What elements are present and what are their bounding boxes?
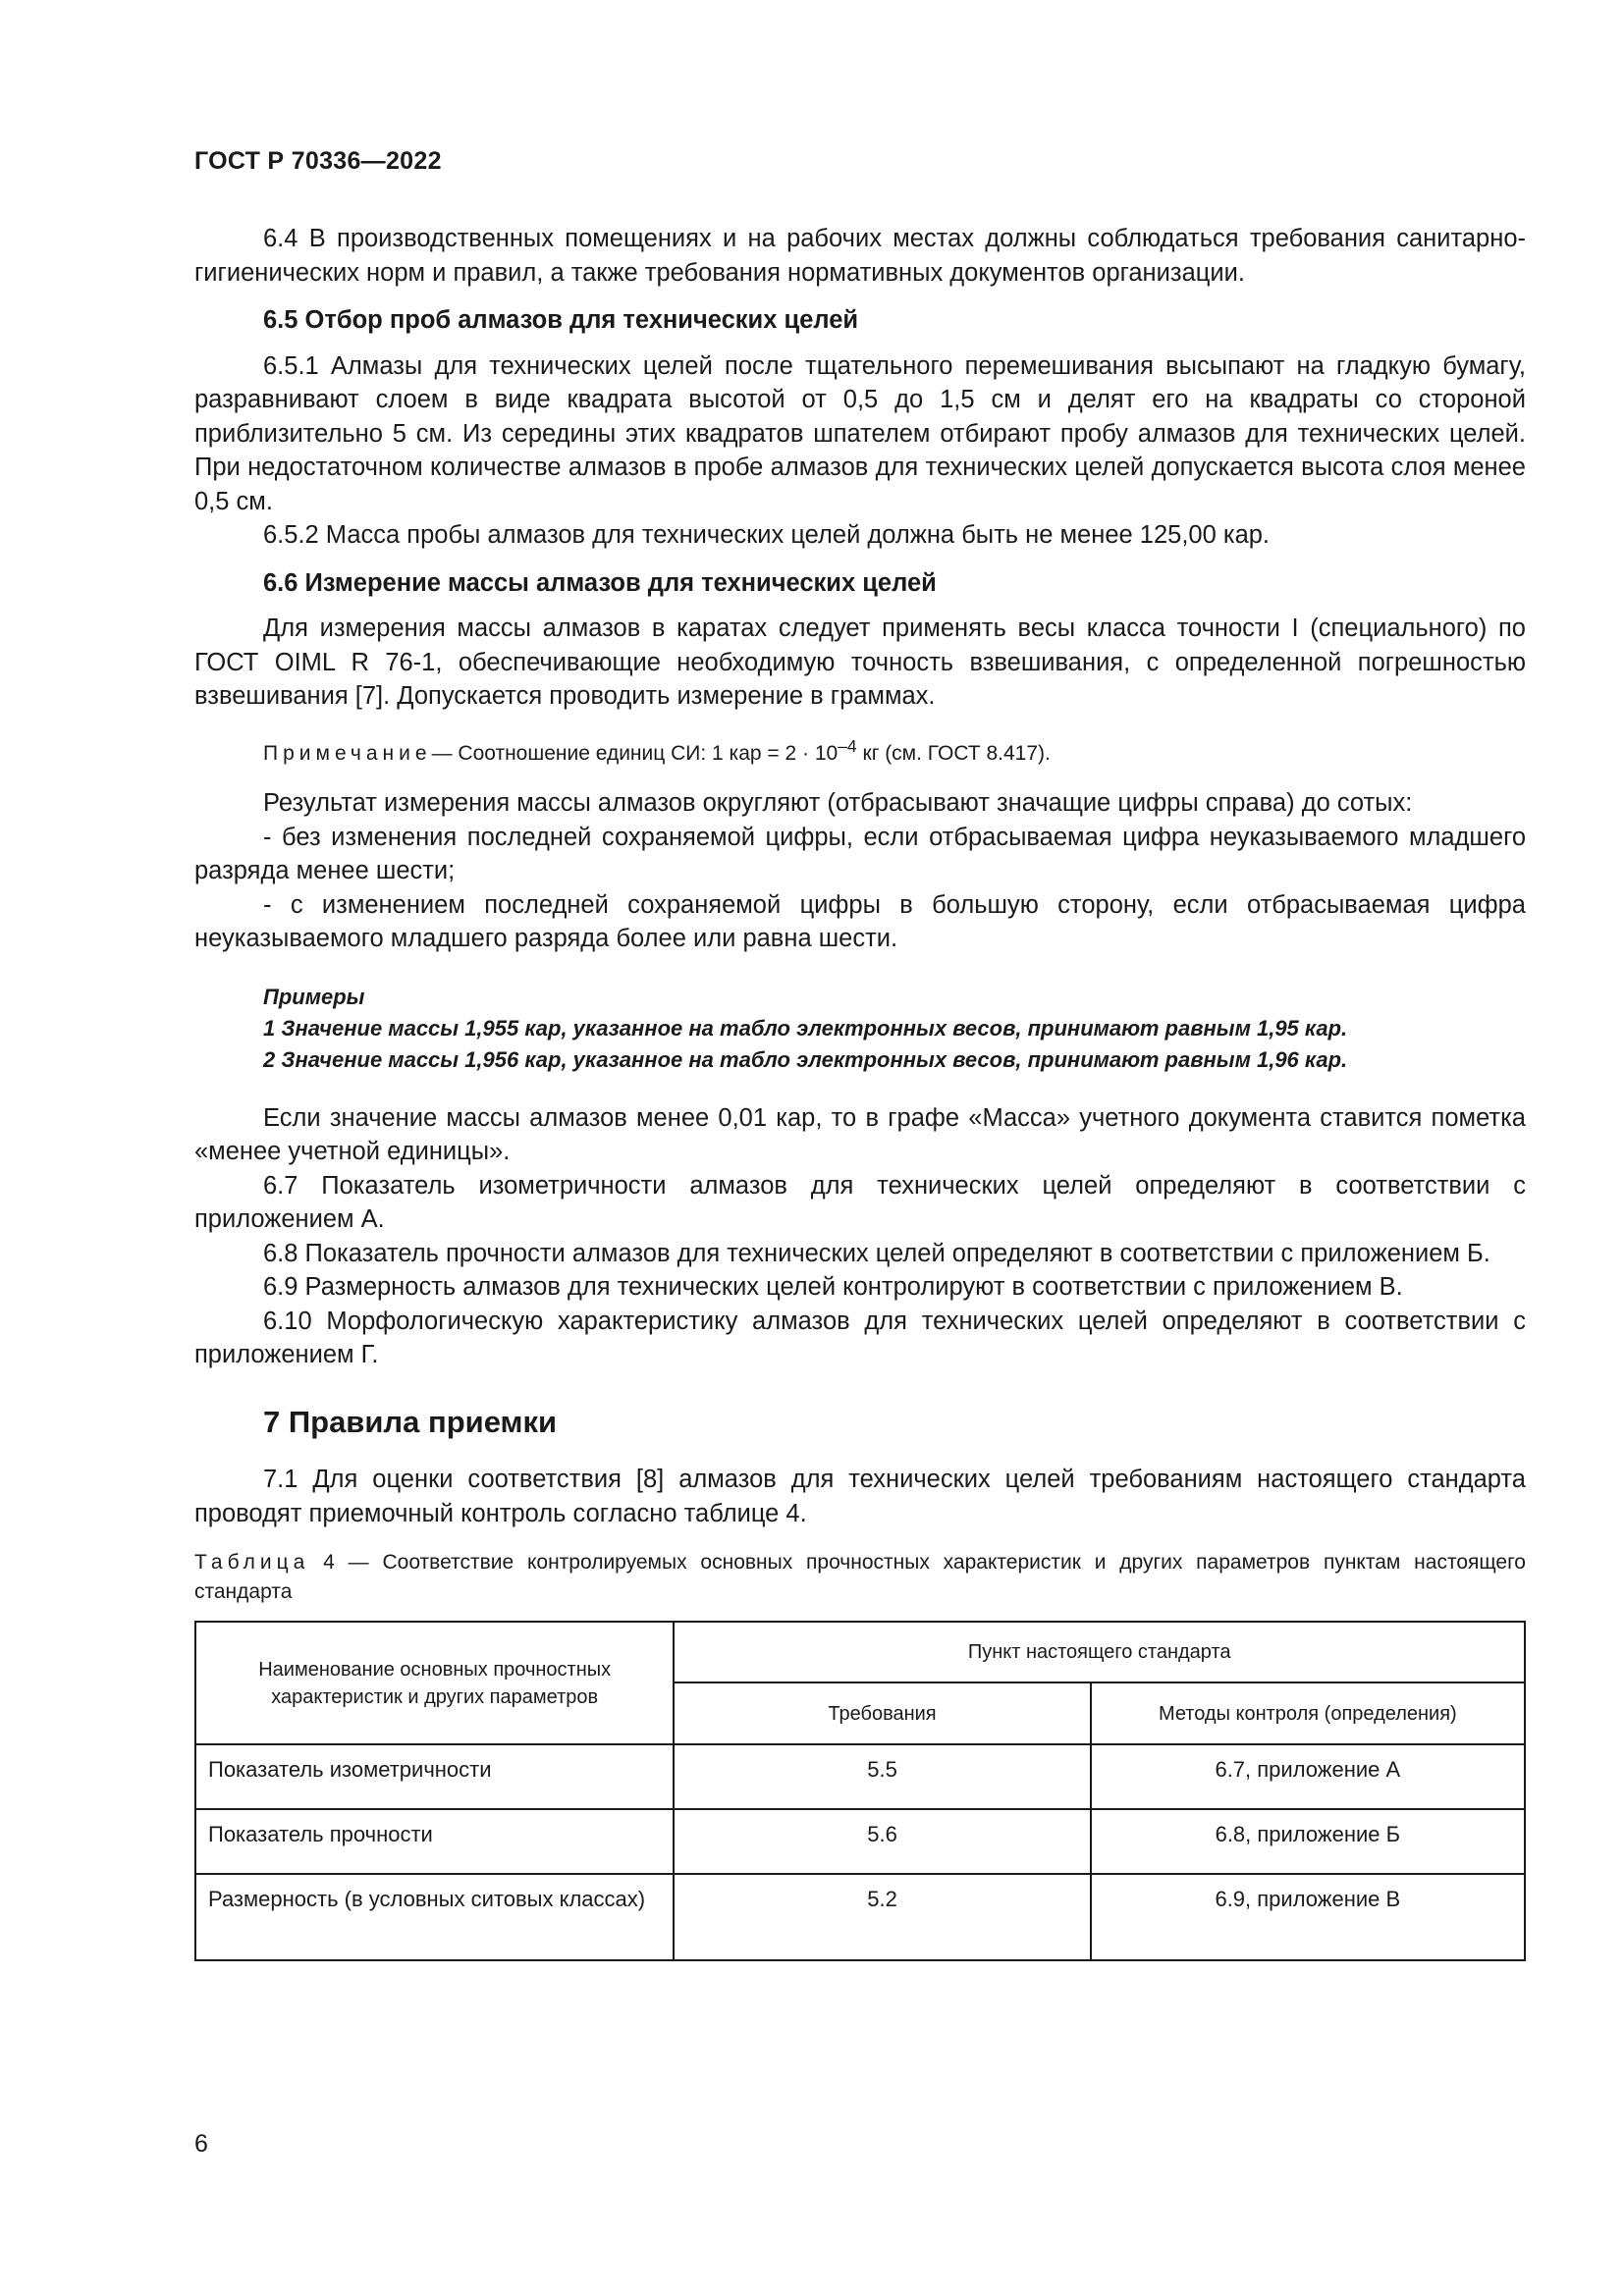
paragraph-6-7: 6.7 Показатель изометричности алмазов для технических целей определяют в соответствии с приложением А. [194,1171,1526,1233]
paragraph-6-9: 6.9 Размерность алмазов для технических целей контролируют в соответствии с приложением В. [263,1273,1403,1301]
table-row [195,1874,1525,1960]
table-cell-req: 5.5 [674,1744,1090,1809]
document-header: ГОСТ Р 70336—2022 [194,147,442,175]
document-body [194,222,1526,1961]
table-header-name: Наименование основных прочностных характеристик и других параметров [195,1622,674,1744]
paragraph-6-6: Для измерения массы алмазов в каратах следует применять весы класса точности I (специального) по ГОСТ OIML R 76-1, обеспечивающие необходимую точность взвешивания, с определенной погрешностью взвешивания [7]. Допускается проводить измерение в граммах. [194,614,1526,710]
table-cell-name: Показатель прочности [195,1809,674,1874]
note-text-end: кг (см. ГОСТ 8.417). [856,741,1051,765]
table-cell-method: 6.7, приложение А [1091,1744,1525,1809]
page-number: 6 [194,2130,208,2158]
list-item-dash-2: - с изменением последней сохраняемой цифры в большую сторону, если отбрасываемая цифра неуказываемого младшего разряда более или равна шести. [194,890,1526,952]
table-cell-name: Размерность (в условных ситовых классах) [195,1874,674,1960]
paragraph-6-5-1: 6.5.1 Алмазы для технических целей после тщательного перемешивания высыпают на гладкую бумагу, разравнивают слоем в виде квадрата высотой от 0,5 до 1,5 см и делят его на квадраты со стороной приблизительно 5 см. Из середины этих квадратов шпателем отбирают пробу алмазов для технических целей. При недостаточном количестве алмазов в пробе алмазов для технических целей допускается высота слоя менее 0,5 см. [194,351,1526,515]
note-text: — Соотношение единиц СИ: 1 кар = 2 · 10 [431,741,839,765]
table-cell-method: 6.8, приложение Б [1091,1809,1525,1874]
paragraph-7-1: 7.1 Для оценки соответствия [8] алмазов для технических целей требованиям настоящего стандарта проводят приемочный контроль согласно таблице 4. [194,1466,1526,1527]
paragraph-6-8: 6.8 Показатель прочности алмазов для технических целей определяют в соответствии с приложением Б. [263,1239,1490,1267]
example-1: 1 Значение массы 1,955 кар, указанное на табло электронных весов, принимают равным 1,95 кар. [263,1015,1348,1041]
subsection-heading-6-5: 6.5 Отбор проб алмазов для технических целей [263,306,859,334]
table-header-requirements: Требования [674,1682,1090,1744]
table-row [195,1744,1525,1809]
example-2: 2 Значение массы 1,956 кар, указанное на табло электронных весов, принимают равным 1,96 кар. [263,1046,1348,1072]
section-heading-7: 7 Правила приемки [263,1404,558,1439]
table-cell-method: 6.9, приложение В [1091,1874,1525,1960]
paragraph-6-10: 6.10 Морфологическую характеристику алмазов для технических целей определяют в соответствии с приложением Г. [194,1307,1526,1368]
table-cell-name: Показатель изометричности [195,1744,674,1809]
subsection-heading-6-6: 6.6 Измерение массы алмазов для технических целей [263,568,937,597]
paragraph-less-than: Если значение массы алмазов менее 0,01 кар, то в графе «Масса» учетного документа ставится пометка «менее учетной единицы». [194,1103,1526,1165]
note-label: Примечание [263,741,432,765]
table-cell-req: 5.6 [674,1809,1090,1874]
paragraph-6-5-2: 6.5.2 Масса пробы алмазов для технических целей должна быть не менее 125,00 кар. [263,521,1271,549]
paragraph-rounding: Результат измерения массы алмазов округляют (отбрасывают значащие цифры справа) до сотых: [263,789,1413,817]
table-row [195,1809,1525,1874]
table-header-methods: Методы контроля (определения) [1091,1682,1525,1744]
table-cell-req: 5.2 [674,1874,1090,1960]
note [194,729,1526,772]
paragraph-6-4: 6.4 В производственных помещениях и на рабочих местах должны соблюдаться требования санитарно-гигиенических норм и правил, а также требования нормативных документов организации. [194,225,1526,287]
list-item-dash-1: - без изменения последней сохраняемой цифры, если отбрасываемая цифра неуказываемого младшего разряда менее шести; [194,823,1526,884]
table-caption-label: Таблица [194,1551,310,1574]
table-4 [194,1621,1526,1961]
examples-title: Примеры [263,984,365,1009]
note-exponent: –4 [838,735,857,756]
examples-block [194,982,1526,1076]
table-caption [194,1548,1526,1607]
table-caption-text: 4 — Соответствие контролируемых основных прочностных характеристик и других параметров пунктам настоящего стандарта [194,1551,1526,1603]
table-header-group: Пункт настоящего стандарта [674,1622,1525,1682]
